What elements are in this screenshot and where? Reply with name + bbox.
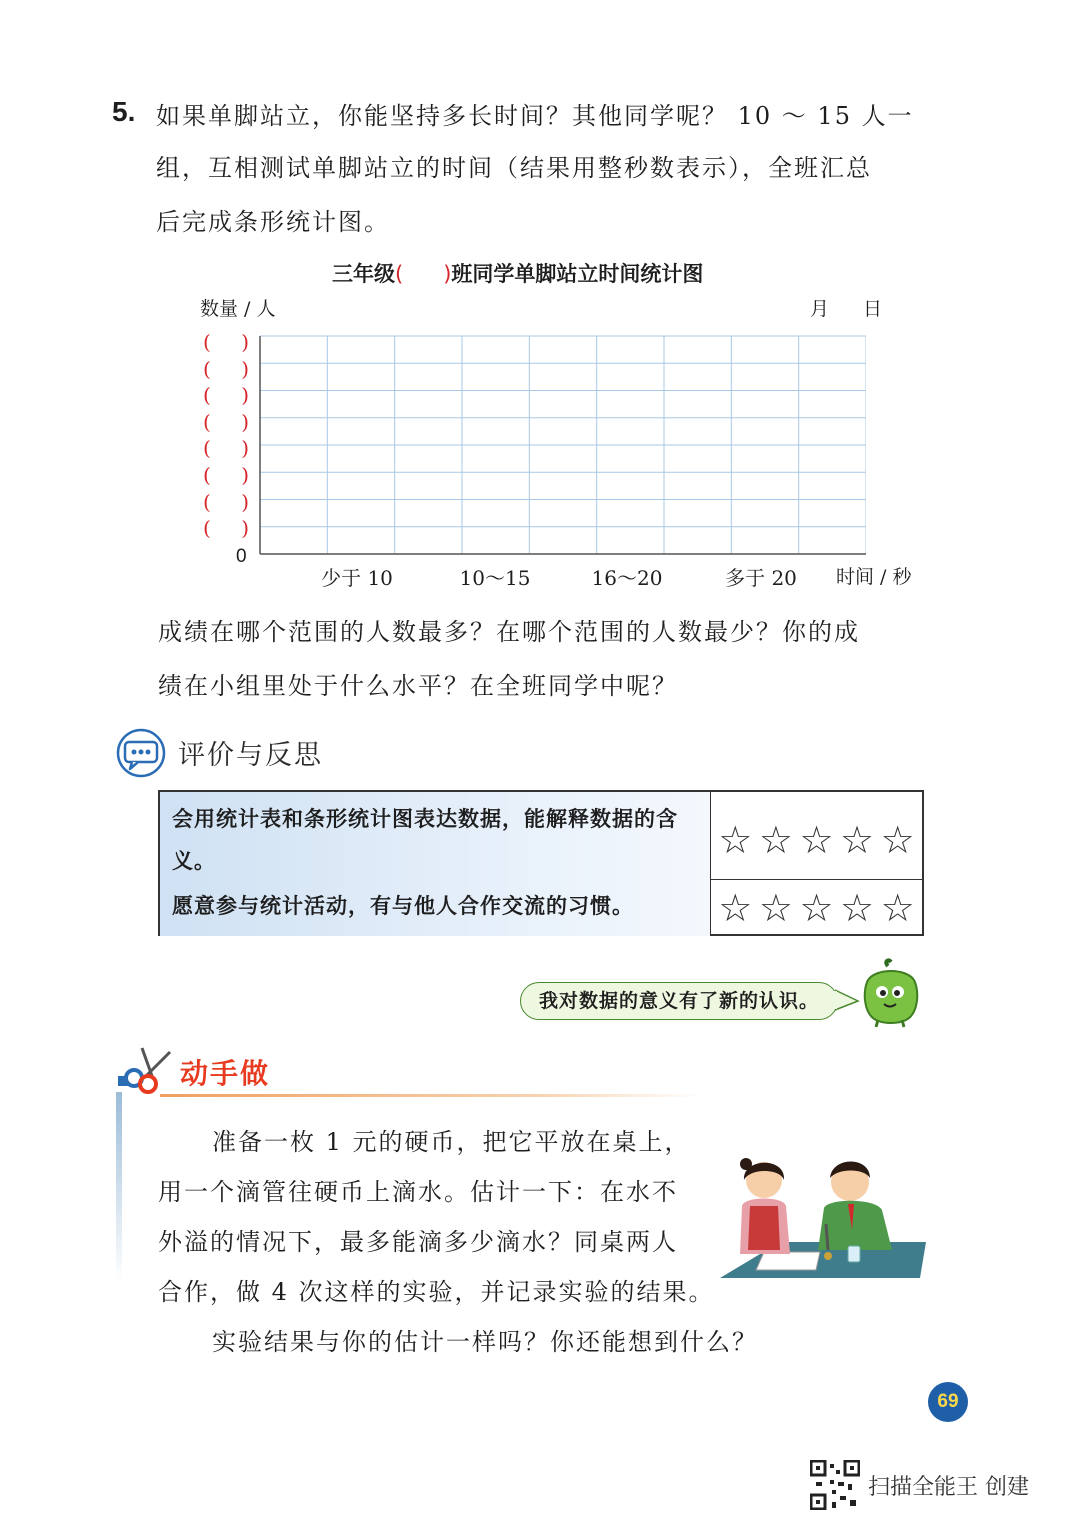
- page-number-badge: 69: [928, 1382, 968, 1422]
- y-axis-label: 数量 / 人: [200, 298, 276, 320]
- bubble-tail-icon: [834, 988, 860, 1014]
- y-tick-close-paren: ): [241, 463, 249, 487]
- y-tick-close-paren: ): [241, 489, 249, 514]
- y-tick-open-paren: (: [203, 463, 211, 487]
- y-tick-zero: 0: [236, 546, 247, 567]
- qr-code-icon: [810, 1460, 860, 1510]
- star-icon[interactable]: ☆: [758, 886, 793, 930]
- watermark-text: 扫描全能王 创建: [868, 1475, 1029, 1500]
- problem-text-line-3: 后完成条形统计图。: [156, 208, 390, 236]
- y-tick-close-paren: ): [241, 330, 249, 354]
- y-tick-open-paren: (: [203, 383, 211, 408]
- section-side-bar: [116, 1092, 122, 1282]
- star-icon[interactable]: ☆: [718, 886, 753, 930]
- y-tick-open-paren: (: [203, 330, 211, 354]
- evaluation-table: [158, 790, 924, 936]
- chart-title-close-paren: ): [443, 262, 452, 286]
- y-tick-close-paren: ): [241, 356, 249, 381]
- y-tick-blank: [203, 330, 249, 354]
- y-tick-blank: [203, 463, 249, 487]
- star-icon[interactable]: ☆: [880, 886, 915, 930]
- y-tick-open-paren: (: [203, 436, 211, 461]
- children-experiment-illustration: [720, 1150, 926, 1286]
- hands-on-line-4: 合作，做 4 次这样的实验，并记录实验的结果。: [158, 1278, 715, 1306]
- chart-title-open-paren: (: [395, 262, 404, 286]
- hands-on-line-2: 用一个滴管往硬币上滴水。估计一下：在水不: [158, 1178, 678, 1206]
- star-icon[interactable]: ☆: [840, 886, 875, 930]
- star-icon[interactable]: ☆: [880, 818, 915, 862]
- y-tick-close-paren: ): [241, 516, 249, 541]
- title-underline: [160, 1094, 700, 1097]
- y-tick-open-paren: (: [203, 516, 211, 541]
- y-tick-close-paren: ): [241, 383, 249, 408]
- y-tick-open-paren: (: [203, 409, 211, 434]
- problem-text-line-2: 组，互相测试单脚站立的时间（结果用整秒数表示），全班汇总: [156, 154, 872, 182]
- x-tick-label: 少于 10: [321, 566, 393, 590]
- y-tick-blank: [203, 357, 249, 381]
- problem-number: 5.: [112, 96, 136, 127]
- x-axis-label: 时间 / 秒: [836, 566, 912, 588]
- star-icon[interactable]: ☆: [840, 818, 875, 862]
- speech-bubble: 我对数据的意义有了新的认识。: [520, 982, 838, 1020]
- evaluation-row: [160, 880, 922, 936]
- star-icon[interactable]: ☆: [799, 886, 834, 930]
- question-line-1: 成绩在哪个范围的人数最多？在哪个范围的人数最少？你的成: [158, 618, 860, 646]
- chart-grid: [256, 334, 866, 558]
- pepper-mascot-icon: [858, 958, 924, 1028]
- y-tick-close-paren: ): [241, 409, 249, 434]
- y-tick-blank: [203, 490, 249, 514]
- evaluation-criterion: 愿意参与统计活动，有与他人合作交流的习惯。: [160, 880, 711, 936]
- chart-title: [332, 258, 703, 288]
- hands-on-line-3: 外溢的情况下，最多能滴多少滴水？同桌两人: [158, 1228, 678, 1256]
- evaluation-title: 评价与反思: [178, 740, 323, 771]
- day-label: 日: [863, 298, 883, 320]
- y-tick-blank: [203, 383, 249, 407]
- date-field: [810, 294, 882, 321]
- x-tick-label: 10～15: [459, 566, 531, 590]
- hands-on-line-5: 实验结果与你的估计一样吗？你还能想到什么？: [212, 1328, 758, 1356]
- month-label: 月: [810, 298, 830, 320]
- chart-title-suffix: 班同学单脚站立时间统计图: [451, 262, 704, 286]
- problem-text-line-1: 如果单脚站立，你能坚持多长时间？其他同学呢？ 10 ～ 15 人一: [156, 102, 914, 130]
- y-tick-blank: [203, 410, 249, 434]
- y-tick-blank: [203, 436, 249, 460]
- star-icon[interactable]: ☆: [758, 818, 793, 862]
- star-icon[interactable]: ☆: [799, 818, 834, 862]
- evaluation-criterion: 会用统计表和条形统计图表达数据，能解释数据的含义。: [160, 792, 711, 888]
- star-icon[interactable]: ☆: [718, 818, 753, 862]
- evaluation-row: [160, 792, 922, 880]
- star-rating[interactable]: [711, 792, 922, 888]
- question-line-2: 绩在小组里处于什么水平？在全班同学中呢？: [158, 672, 678, 700]
- x-tick-label: 16～20: [591, 566, 663, 590]
- y-tick-open-paren: (: [203, 489, 211, 514]
- y-tick-close-paren: ): [241, 436, 249, 461]
- star-rating[interactable]: [711, 880, 922, 936]
- chart-title-prefix: 三年级: [332, 262, 395, 286]
- y-tick-blank: [203, 516, 249, 540]
- chat-bubble-icon: [116, 728, 166, 778]
- hands-on-title: 动手做: [180, 1057, 271, 1090]
- y-tick-open-paren: (: [203, 356, 211, 381]
- x-tick-label: 多于 20: [725, 566, 797, 590]
- hands-on-line-1: 准备一枚 1 元的硬币，把它平放在桌上，: [212, 1128, 691, 1156]
